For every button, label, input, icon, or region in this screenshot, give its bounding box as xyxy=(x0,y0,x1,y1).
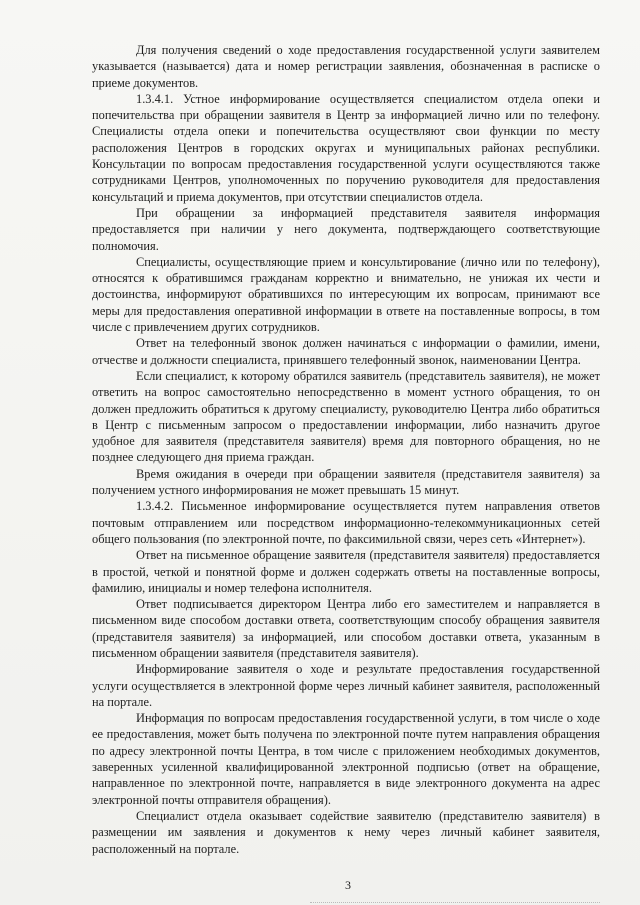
paragraph: При обращении за информацией представителя заявителя информация предоставляется при наличии у него документа, подтверждающего соответствующие полномочия. xyxy=(92,205,600,253)
paragraph: Ответ подписывается директором Центра либо его заместителем и направляется в письменном виде способом доставки ответа, соответствующим способу обращения заявителя (представителя заявителя) за информацией, или способом доставки ответа, указанным в письменном обращении заявителя (представителя заявителя). xyxy=(92,597,600,660)
body-text xyxy=(92,42,600,857)
paragraph: Ответ на письменное обращение заявителя (представителя заявителя) предоставляется в простой, четкой и понятной форме и должен содержать ответы на поставленные вопросы, фамилию, инициалы и номер телефона исполнителя. xyxy=(92,548,600,595)
page-number: 3 xyxy=(345,878,351,892)
footer-rule xyxy=(310,902,600,903)
paragraph: Специалисты, осуществляющие прием и консультирование (лично или по телефону), относятся к обратившимся гражданам корректно и внимательно, не унижая их чести и достоинства, информируют обратившихся по интересующим их вопросам, принимают все меры для предоставления оперативной информации в ответе на поставленные вопросы, в том числе с привлечением других сотрудников. xyxy=(92,254,600,335)
paragraph: Специалист отдела оказывает содействие заявителю (представителю заявителя) в размещении им заявления и документов к нему через личный кабинет заявителя, расположенный на портале. xyxy=(92,808,600,856)
paragraph: Информирование заявителя о ходе и результате предоставления государственной услуги осуществляется в электронной форме через личный кабинет заявителя, расположенный на портале. xyxy=(92,662,600,709)
paragraph: Время ожидания в очереди при обращении заявителя (представителя заявителя) за получением устного информирования не может превышать 15 минут. xyxy=(92,466,600,498)
paragraph: 1.3.4.2. Письменное информирование осуществляется путем направления ответов почтовым отправлением или посредством информационно-телекоммуникационных сетей общего пользования (по электронной почте, по факсимильной связи, через сеть «Интернет»). xyxy=(92,499,600,546)
paragraph: 1.3.4.1. Устное информирование осуществляется специалистом отдела опеки и попечительства при обращении заявителя в Центр за информацией лично или по телефону. Специалисты отдела опеки и попечительства осуществляют свои функции по месту расположения Центров в городских округах и муниципальных районах республики. Консультации по вопросам предоставления государственной услуги осуществляются также сотрудниками Центров, уполномоченных по поручению руководителя для предоставления консультаций и приема документов, при отсутствии специалистов отдела. xyxy=(92,91,600,204)
paragraph: Если специалист, к которому обратился заявитель (представитель заявителя), не может ответить на вопрос самостоятельно непосредственно в момент устного обращения, то он должен предложить обратиться к другому специалисту, руководителю Центра либо обратиться в Центр с письменным запросом о предоставлении информации, либо назначить другое удобное для заявителя (представителя заявителя) время для повторного обращения, но не позднее следующего дня приема граждан. xyxy=(92,368,600,465)
paragraph: Ответ на телефонный звонок должен начинаться с информации о фамилии, имени, отчестве и должности специалиста, принявшего телефонный звонок, наименовании Центра. xyxy=(92,336,600,367)
paragraph: Для получения сведений о ходе предоставления государственной услуги заявителем указывается (называется) дата и номер регистрации заявления, обозначенная в расписке о приеме документов. xyxy=(92,43,600,90)
paragraph: Информация по вопросам предоставления государственной услуги, в том числе о ходе ее предоставления, может быть получена по электронной почте путем направления обращения по адресу электронной почты Центра, в том числе с приложением необходимых документов, заверенных усиленной квалифицированной электронной подписью (ответ на обращение, направленное по электронной почте, направляется в виде электронного документа на адрес электронной почты отправителя обращения). xyxy=(92,711,600,807)
